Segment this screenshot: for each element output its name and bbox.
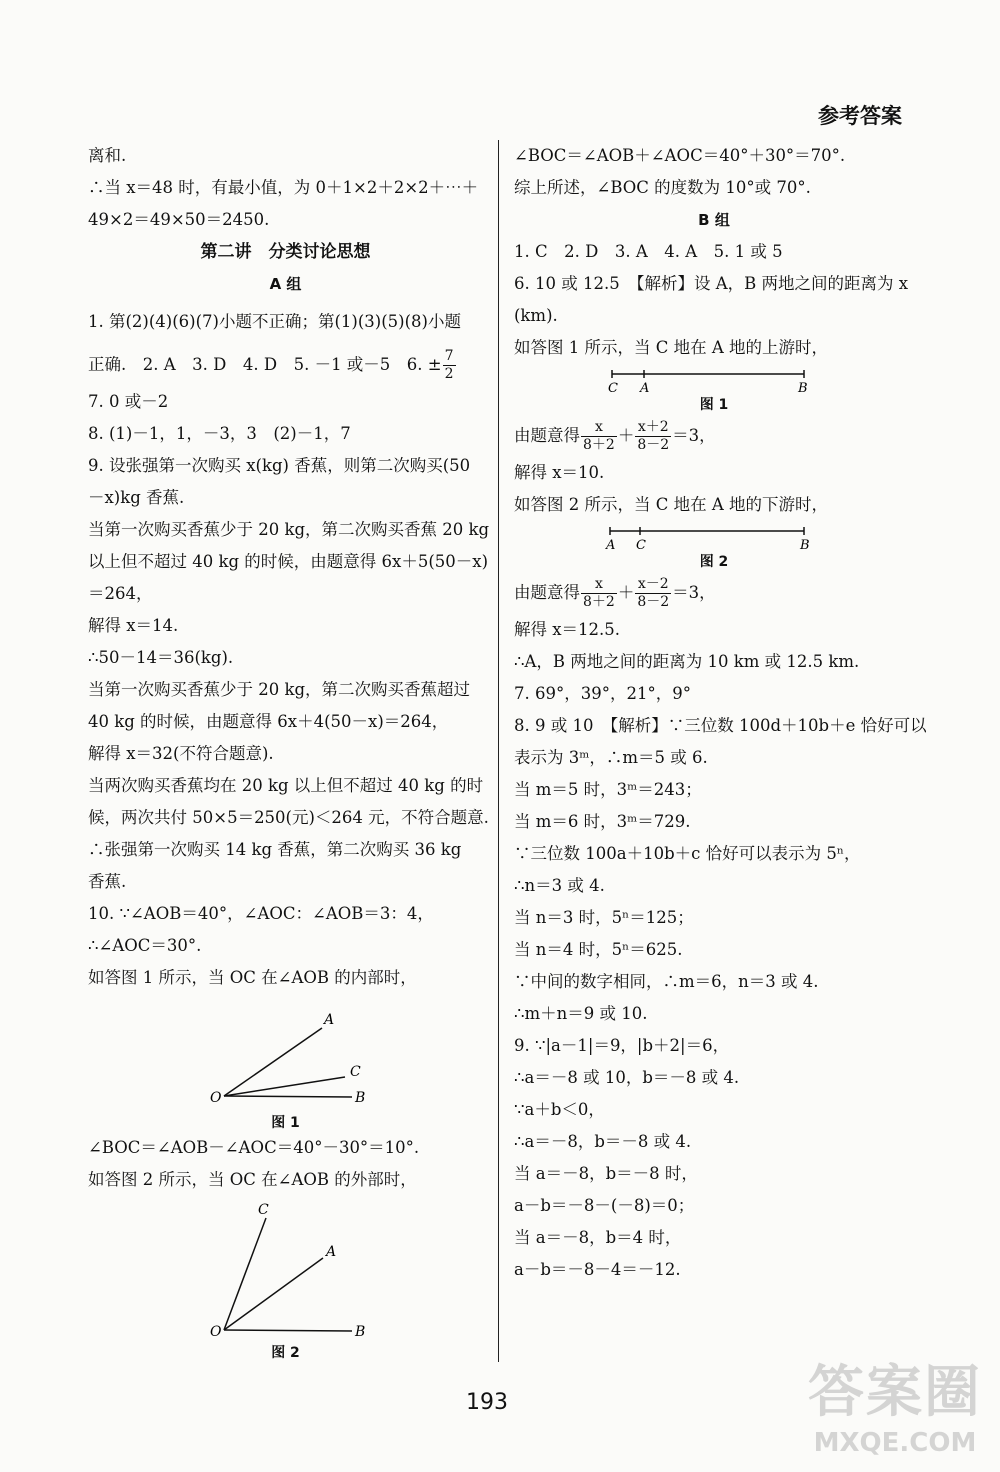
number-line-diagram-2 xyxy=(514,521,914,551)
page-number: 193 xyxy=(466,1390,508,1415)
ray-oc xyxy=(224,1077,345,1096)
text-line: a－b＝－8－(－8)＝0； xyxy=(514,1196,695,1215)
text-line: 解得 x＝14. xyxy=(88,616,179,635)
text-line: a－b＝－8－4＝－12. xyxy=(514,1260,681,1279)
text-line: 当 n＝4 时，5ⁿ＝625. xyxy=(514,940,683,959)
text-line: 以上但不超过 40 kg 的时候，由题意得 6x＋5(50－x) xyxy=(88,552,489,571)
column-divider xyxy=(498,140,499,1362)
text-line: 表示为 3ᵐ，∴m＝5 或 6. xyxy=(514,748,708,767)
angle-figure-2 xyxy=(88,1196,483,1362)
text-line: ∴a＝－8，b＝－8 或 4. xyxy=(514,1132,692,1151)
text-line: 当 m＝6 时，3ᵐ＝729. xyxy=(514,812,691,831)
fraction-denominator: 8＋2 xyxy=(583,437,615,453)
line-figure-2 xyxy=(514,521,914,571)
text-line: 当 a＝－8，b＝－8 时， xyxy=(514,1164,698,1183)
text-line: ∵三位数 100a＋10b＋c 恰好可以表示为 5ⁿ， xyxy=(514,844,861,863)
fraction-numerator: x xyxy=(581,576,617,594)
angle-figure-1 xyxy=(88,994,483,1132)
watermark-logo-text: 答案圈 xyxy=(808,1360,982,1425)
text-segment: 由题意得 xyxy=(514,583,580,602)
fraction-numerator: 7 xyxy=(444,348,454,364)
text-line: 解得 x＝10. xyxy=(514,463,605,482)
point-label-c: C xyxy=(608,381,618,394)
line-figure-1 xyxy=(514,364,914,414)
point-label-c: C xyxy=(258,1202,269,1218)
text-line: 离和. xyxy=(88,146,127,165)
text-line: 香蕉. xyxy=(88,872,127,891)
fraction-denominator: 8＋2 xyxy=(583,594,615,610)
text-line: 如答图 1 所示，当 C 地在 A 地的上游时， xyxy=(514,338,829,357)
point-label-c: C xyxy=(350,1064,361,1080)
text-line: 解得 x＝32(不符合题意). xyxy=(88,744,274,763)
point-label-a: A xyxy=(606,538,616,551)
point-label-c: C xyxy=(636,538,646,551)
angle-diagram-1 xyxy=(88,994,483,1112)
left-column xyxy=(88,140,490,1362)
ray-oa xyxy=(224,1258,323,1330)
text-line: ∵中间的数字相同，∴m＝6，n＝3 或 4. xyxy=(514,972,819,991)
fraction xyxy=(581,576,617,611)
equation-line xyxy=(514,571,914,614)
text-segment: 由题意得 xyxy=(514,426,580,445)
point-label-b: B xyxy=(355,1324,366,1340)
text-line: 8. (1)－1，1，－3，3 (2)－1，7 xyxy=(88,424,351,443)
point-label-o: O xyxy=(210,1090,222,1106)
fraction-denominator: 2 xyxy=(444,366,454,382)
right-column xyxy=(514,140,927,1286)
fraction-denominator: 8－2 xyxy=(637,594,670,610)
fraction-denominator: 8－2 xyxy=(637,437,670,453)
text-line: 如答图 2 所示，当 OC 在∠AOB 的外部时， xyxy=(88,1170,417,1189)
text-segment: ＝3， xyxy=(672,426,716,445)
text-line: 当 m＝5 时，3ᵐ＝243； xyxy=(514,780,702,799)
text-line: ∠BOC＝∠AOB＋∠AOC＝40°＋30°＝70°. xyxy=(514,146,846,165)
watermark xyxy=(808,1348,982,1458)
point-label-b: B xyxy=(798,381,808,394)
text-line: 1. C 2. D 3. A 4. A 5. 1 或 5 xyxy=(514,242,783,261)
ray-ob xyxy=(224,1330,352,1331)
group-heading-b: B 组 xyxy=(698,211,730,229)
point-label-b: B xyxy=(800,538,810,551)
text-line: 当第一次购买香蕉少于 20 kg，第二次购买香蕉超过 xyxy=(88,680,471,699)
text-line: 7. 69°，39°，21°，9° xyxy=(514,684,691,703)
text-line: 6. 10 或 12.5 【解析】设 A，B 两地之间的距离为 x xyxy=(514,274,909,293)
text-line: 当 n＝3 时，5ⁿ＝125； xyxy=(514,908,694,927)
fraction xyxy=(443,348,456,383)
text-line: ∵a＋b＜0， xyxy=(514,1100,605,1119)
text-line: 当第一次购买香蕉少于 20 kg，第二次购买香蕉 20 kg xyxy=(88,520,490,539)
ray-oc xyxy=(224,1218,266,1330)
text-line: (km). xyxy=(514,306,558,325)
text-line: ∴a＝－8 或 10，b＝－8 或 4. xyxy=(514,1068,740,1087)
page-header-title: 参考答案 xyxy=(818,104,902,128)
text-line: 候，两次共付 50×5＝250(元)＜264 元，不符合题意. xyxy=(88,808,489,827)
text-line: 综上所述，∠BOC 的度数为 10°或 70°. xyxy=(514,178,811,197)
text-line: 10. ∵∠AOB＝40°，∠AOC：∠AOB＝3：4， xyxy=(88,904,434,923)
fraction-numerator: x xyxy=(581,419,617,437)
text-line: 7. 0 或－2 xyxy=(88,392,169,411)
text-segment: ＋ xyxy=(617,583,635,602)
text-line: ∴50－14＝36(kg). xyxy=(88,648,234,667)
text-line: ∠BOC＝∠AOB－∠AOC＝40°－30°＝10°. xyxy=(88,1138,420,1157)
text-line-with-fraction xyxy=(88,343,483,386)
text-line: ∴A，B 两地之间的距离为 10 km 或 12.5 km. xyxy=(514,652,860,671)
text-line: 当 a＝－8，b＝4 时， xyxy=(514,1228,682,1247)
text-line: 9. 设张强第一次购买 x(kg) 香蕉，则第二次购买(50 xyxy=(88,456,471,475)
text-line: 49×2＝49×50＝2450. xyxy=(88,210,270,229)
group-heading-a: A 组 xyxy=(269,275,302,293)
point-label-a: A xyxy=(324,1012,335,1028)
text-segment: ＝3， xyxy=(672,583,716,602)
figure-caption: 图 1 xyxy=(699,397,729,413)
fraction-numerator: x＋2 xyxy=(635,419,671,437)
fraction xyxy=(635,576,671,611)
text-line: ∴∠AOC＝30°. xyxy=(88,936,202,955)
text-line: 如答图 2 所示，当 C 地在 A 地的下游时， xyxy=(514,495,829,514)
point-label-a: A xyxy=(326,1244,337,1260)
fraction xyxy=(635,419,671,454)
angle-diagram-2 xyxy=(88,1196,483,1342)
text-line: 解得 x＝12.5. xyxy=(514,620,621,639)
text-segment: ＋ xyxy=(617,426,635,445)
text-line: 8. 9 或 10 【解析】∵三位数 100d＋10b＋e 恰好可以 xyxy=(514,716,927,735)
figure-caption: 图 2 xyxy=(271,1345,300,1361)
point-label-a: A xyxy=(640,381,650,394)
watermark-url: MXQE.COM xyxy=(813,1428,977,1458)
number-line-diagram-1 xyxy=(514,364,914,394)
text-line: ∴m＋n＝9 或 10. xyxy=(514,1004,648,1023)
point-label-o: O xyxy=(210,1324,222,1340)
ray-ob xyxy=(224,1096,352,1097)
text-segment: 正确. 2. A 3. D 4. D 5. －1 或－5 6. ± xyxy=(88,355,442,374)
text-line: 当两次购买香蕉均在 20 kg 以上但不超过 40 kg 的时 xyxy=(88,776,484,795)
figure-caption: 图 1 xyxy=(271,1115,300,1131)
point-label-b: B xyxy=(355,1090,366,1106)
text-line: －x)kg 香蕉. xyxy=(88,488,185,507)
fraction-numerator: x－2 xyxy=(635,576,671,594)
text-line: ∴当 x＝48 时，有最小值，为 0＋1×2＋2×2＋⋯＋ xyxy=(88,178,479,197)
section-heading: 第二讲 分类讨论思想 xyxy=(200,242,371,262)
fraction xyxy=(581,419,617,454)
text-line: 1. 第(2)(4)(6)(7)小题不正确；第(1)(3)(5)(8)小题 xyxy=(88,312,461,331)
text-line: ＝264， xyxy=(88,584,153,603)
text-line: ∴n＝3 或 4. xyxy=(514,876,605,895)
text-line: 如答图 1 所示，当 OC 在∠AOB 的内部时， xyxy=(88,968,417,987)
text-line: 9. ∵|a－1|＝9，|b＋2|＝6， xyxy=(514,1036,730,1055)
text-line: 40 kg 的时候，由题意得 6x＋4(50－x)＝264， xyxy=(88,712,449,731)
ray-oa xyxy=(224,1028,322,1096)
text-line: ∴张强第一次购买 14 kg 香蕉，第二次购买 36 kg xyxy=(88,840,462,859)
figure-caption: 图 2 xyxy=(699,554,729,570)
equation-line xyxy=(514,414,914,457)
